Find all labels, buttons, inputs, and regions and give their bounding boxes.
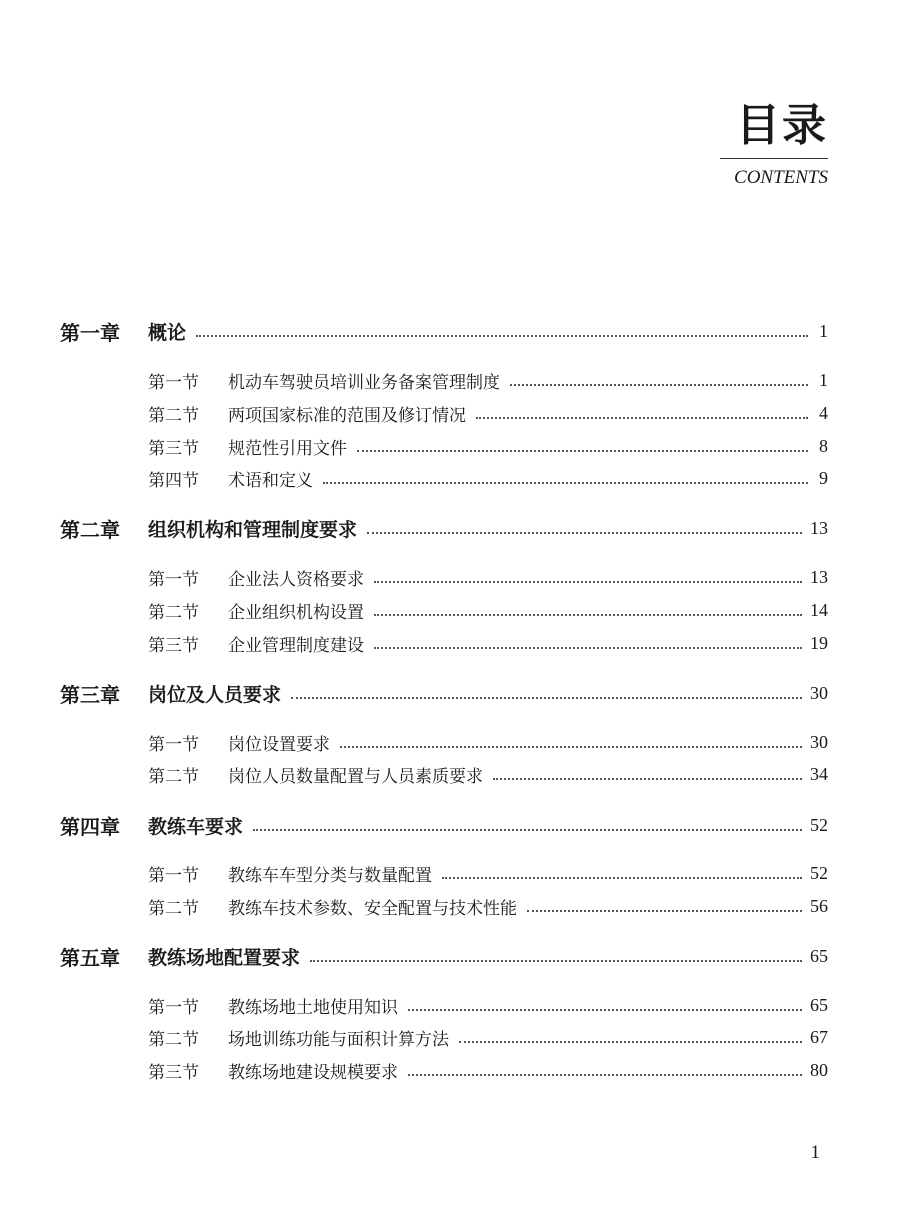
section-number: 第二节 bbox=[148, 898, 199, 919]
section-title: 岗位设置要求 bbox=[228, 734, 330, 755]
toc-section-1-2[interactable] bbox=[60, 398, 828, 428]
dot-leader bbox=[374, 580, 802, 583]
section-number: 第三节 bbox=[148, 635, 199, 656]
section-title: 教练车技术参数、安全配置与技术性能 bbox=[228, 898, 517, 919]
page-number: 80 bbox=[810, 1059, 828, 1080]
dot-leader bbox=[476, 416, 808, 419]
toc-section-2-3[interactable] bbox=[60, 628, 828, 658]
section-title: 企业管理制度建设 bbox=[228, 635, 364, 656]
page-subtitle: CONTENTS bbox=[734, 167, 828, 188]
chapter-number: 第四章 bbox=[60, 814, 120, 839]
toc-section-2-1[interactable] bbox=[60, 562, 828, 592]
section-number: 第一节 bbox=[148, 372, 199, 393]
toc-section-3-1[interactable] bbox=[60, 727, 828, 757]
dot-leader bbox=[253, 828, 802, 831]
chapter-number: 第五章 bbox=[60, 945, 120, 970]
page-number: 65 bbox=[810, 994, 828, 1015]
dot-leader bbox=[459, 1040, 802, 1043]
section-title: 两项国家标准的范围及修订情况 bbox=[228, 405, 466, 426]
chapter-number: 第一章 bbox=[60, 320, 120, 345]
page-title: 目录 bbox=[736, 100, 828, 151]
section-title: 教练车车型分类与数量配置 bbox=[228, 865, 432, 886]
dot-leader bbox=[442, 876, 802, 879]
page-number: 65 bbox=[810, 945, 828, 966]
page-number: 8 bbox=[819, 435, 828, 456]
toc-header bbox=[720, 100, 828, 189]
dot-leader bbox=[367, 531, 802, 534]
chapter-number: 第三章 bbox=[60, 682, 120, 707]
page-number: 30 bbox=[810, 682, 828, 703]
dot-leader bbox=[527, 909, 802, 912]
section-title: 企业组织机构设置 bbox=[228, 602, 364, 623]
title-divider bbox=[720, 158, 828, 159]
page-number: 4 bbox=[819, 402, 828, 423]
section-title: 教练场地建设规模要求 bbox=[228, 1062, 398, 1083]
page-number: 56 bbox=[810, 895, 828, 916]
toc-section-3-2[interactable] bbox=[60, 759, 828, 789]
chapter-title: 组织机构和管理制度要求 bbox=[148, 518, 358, 541]
dot-leader bbox=[374, 613, 802, 616]
section-number: 第一节 bbox=[148, 734, 199, 755]
section-number: 第二节 bbox=[148, 1029, 199, 1050]
chapter-title: 教练车要求 bbox=[148, 815, 244, 838]
dot-leader bbox=[408, 1073, 802, 1076]
folio-page-number: 1 bbox=[810, 1142, 820, 1163]
section-number: 第四节 bbox=[148, 470, 199, 491]
dot-leader bbox=[323, 481, 808, 484]
section-title: 规范性引用文件 bbox=[228, 438, 347, 459]
section-number: 第二节 bbox=[148, 602, 199, 623]
dot-leader bbox=[493, 777, 802, 780]
toc-chapter-4[interactable] bbox=[60, 810, 828, 840]
chapter-title: 概论 bbox=[148, 321, 187, 344]
dot-leader bbox=[291, 696, 802, 699]
toc-section-1-4[interactable] bbox=[60, 463, 828, 493]
page-number: 1 bbox=[819, 320, 828, 341]
section-number: 第一节 bbox=[148, 997, 199, 1018]
page-number: 13 bbox=[810, 566, 828, 587]
toc-section-5-1[interactable] bbox=[60, 990, 828, 1020]
page-number: 30 bbox=[810, 731, 828, 752]
toc-chapter-5[interactable] bbox=[60, 941, 828, 971]
page-number: 67 bbox=[810, 1026, 828, 1047]
dot-leader bbox=[374, 646, 802, 649]
dot-leader bbox=[340, 745, 802, 748]
page-number: 52 bbox=[810, 862, 828, 883]
page-number: 1 bbox=[819, 369, 828, 390]
page-number: 14 bbox=[810, 599, 828, 620]
section-title: 岗位人员数量配置与人员素质要求 bbox=[228, 766, 483, 787]
toc-section-4-1[interactable] bbox=[60, 858, 828, 888]
dot-leader bbox=[310, 959, 802, 962]
toc-chapter-2[interactable] bbox=[60, 513, 828, 543]
page-number: 52 bbox=[810, 814, 828, 835]
toc-section-4-2[interactable] bbox=[60, 891, 828, 921]
section-title: 术语和定义 bbox=[228, 470, 313, 491]
section-number: 第二节 bbox=[148, 405, 199, 426]
section-title: 教练场地土地使用知识 bbox=[228, 997, 398, 1018]
toc-chapter-3[interactable] bbox=[60, 678, 828, 708]
toc-section-1-1[interactable] bbox=[60, 365, 828, 395]
dot-leader bbox=[196, 334, 808, 337]
toc-section-5-2[interactable] bbox=[60, 1022, 828, 1052]
page-number: 34 bbox=[810, 763, 828, 784]
chapter-title: 岗位及人员要求 bbox=[148, 683, 282, 706]
toc-section-2-2[interactable] bbox=[60, 595, 828, 625]
toc-section-5-3[interactable] bbox=[60, 1055, 828, 1085]
section-title: 企业法人资格要求 bbox=[228, 569, 364, 590]
toc-section-1-3[interactable] bbox=[60, 431, 828, 461]
section-number: 第三节 bbox=[148, 438, 199, 459]
section-number: 第一节 bbox=[148, 569, 199, 590]
dot-leader bbox=[357, 449, 808, 452]
section-title: 场地训练功能与面积计算方法 bbox=[228, 1029, 449, 1050]
dot-leader bbox=[510, 383, 808, 386]
section-number: 第三节 bbox=[148, 1062, 199, 1083]
section-title: 机动车驾驶员培训业务备案管理制度 bbox=[228, 372, 500, 393]
section-number: 第一节 bbox=[148, 865, 199, 886]
page-number: 19 bbox=[810, 632, 828, 653]
section-number: 第二节 bbox=[148, 766, 199, 787]
chapter-number: 第二章 bbox=[60, 517, 120, 542]
page-number: 13 bbox=[810, 517, 828, 538]
toc-chapter-1[interactable] bbox=[60, 316, 828, 346]
chapter-title: 教练场地配置要求 bbox=[148, 946, 301, 969]
dot-leader bbox=[408, 1008, 802, 1011]
page-number: 9 bbox=[819, 467, 828, 488]
